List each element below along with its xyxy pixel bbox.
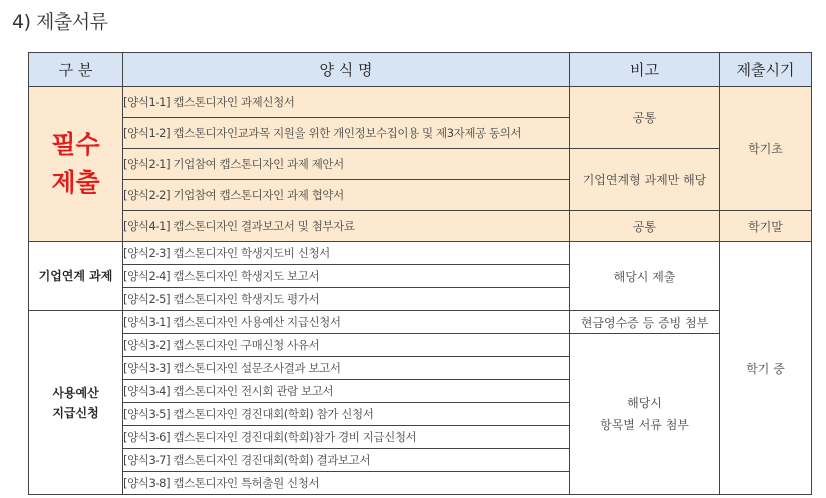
category-budget-request [29,311,123,495]
note-common: 공통 [570,87,720,149]
form-item: [양식3-6] 캡스톤디자인 경진대회(학회)참가 경비 지급신청서 [123,426,570,449]
category-company-project: 기업연계 과제 [29,242,123,311]
table-row [29,149,812,180]
note-company-only: 기업연계형 과제만 해당 [570,149,720,211]
form-item: [양식3-7] 캡스톤디자인 경진대회(학회) 결과보고서 [123,449,570,472]
submission-documents-table [28,52,812,495]
table-row [29,334,812,357]
table-row [29,211,812,242]
table-row [29,311,812,334]
timing-semester-end: 학기말 [720,211,812,242]
form-item: [양식2-1] 기업참여 캡스톤디자인 과제 제안서 [123,149,570,180]
note-submit-if-applicable: 해당시 제출 [570,242,720,311]
form-item: [양식2-4] 캡스톤디자인 학생지도 보고서 [123,265,570,288]
table-header-row [29,53,812,87]
form-item: [양식2-5] 캡스톤디자인 학생지도 평가서 [123,288,570,311]
category-budget-line1: 사용예산 [52,385,99,400]
form-item: [양식4-1] 캡스톤디자인 결과보고서 및 첨부자료 [123,211,570,242]
header-category: 구 분 [29,53,123,87]
category-required-line1: 필수 [51,130,100,159]
table-row [29,242,812,265]
header-timing: 제출시기 [720,53,812,87]
header-form-name: 양 식 명 [123,53,570,87]
note-attach-line1: 해당시 [627,396,662,410]
form-item: [양식2-2] 기업참여 캡스톤디자인 과제 협약서 [123,180,570,211]
note-attach-line2: 항목별 서류 첨부 [600,418,689,432]
note-receipt-attach: 현금영수증 등 증빙 첨부 [570,311,720,334]
form-item: [양식3-4] 캡스톤디자인 전시회 관람 보고서 [123,380,570,403]
header-note: 비고 [570,53,720,87]
form-item: [양식3-3] 캡스톤디자인 설문조사결과 보고서 [123,357,570,380]
note-attach-per-item [570,334,720,495]
form-item: [양식2-3] 캡스톤디자인 학생지도비 신청서 [123,242,570,265]
form-item: [양식3-8] 캡스톤디자인 특허출원 신청서 [123,472,570,495]
section-heading: 4) 제출서류 [12,11,108,33]
form-item: [양식1-2] 캡스톤디자인교과목 지원을 위한 개인정보수집이용 및 제3자제공 동의서 [123,118,570,149]
timing-during-semester: 학기 중 [720,242,812,495]
table-row [29,87,812,118]
note-common: 공통 [570,211,720,242]
category-required [29,87,123,242]
form-item: [양식1-1] 캡스톤디자인 과제신청서 [123,87,570,118]
form-item: [양식3-5] 캡스톤디자인 경진대회(학회) 참가 신청서 [123,403,570,426]
timing-semester-start: 학기초 [720,87,812,211]
form-item: [양식3-2] 캡스톤디자인 구매신청 사유서 [123,334,570,357]
form-item: [양식3-1] 캡스톤디자인 사용예산 지급신청서 [123,311,570,334]
category-budget-line2: 지급신청 [52,405,99,420]
category-required-line2: 제출 [51,168,100,197]
